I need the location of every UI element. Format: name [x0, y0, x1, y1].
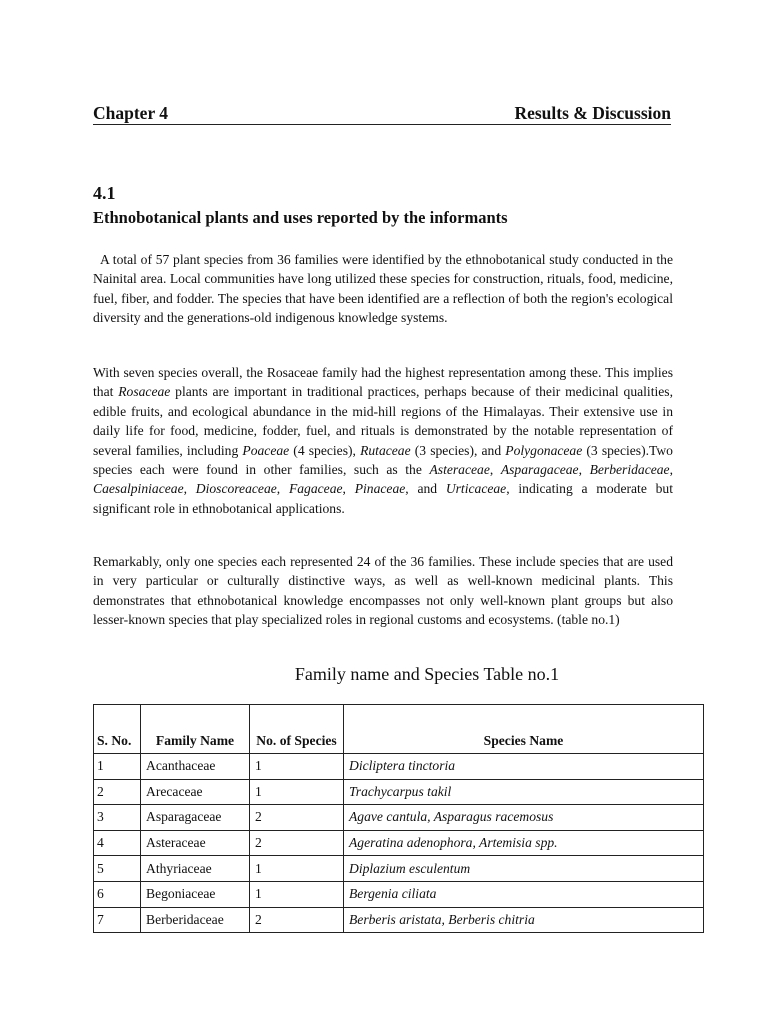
- cell-species: Dicliptera tinctoria: [344, 754, 704, 780]
- family-name: Polygonaceae: [505, 442, 583, 458]
- text-run: (3 species).Two species each were found in other families, such as the: [93, 442, 673, 478]
- family-name: Fagaceae: [288, 481, 343, 497]
- text-run: ,: [578, 462, 590, 478]
- paragraph-families: [93, 363, 673, 518]
- cell-family: Begoniaceae: [141, 881, 250, 907]
- text-run: With seven species overall, the Rosaceae family had the highest representation among these. This implies that: [93, 365, 673, 400]
- cell-count: 1: [250, 881, 344, 907]
- text-run: plants are important in traditional practices, perhaps because of their medicinal qualities, edible fruits, and ecological abundance in the mid-hill regions of the Himalayas. Their extensive use in daily life for food, medicine, fodder, fuel, and rituals is demonstrated by the notable representation of several families, including: [93, 384, 673, 458]
- table-row: [94, 830, 704, 856]
- text-run: ,: [183, 481, 196, 497]
- chapter-title: Results & Discussion: [514, 103, 671, 123]
- family-name: Caesalpiniaceae: [93, 481, 184, 497]
- cell-family: Athyriaceae: [141, 856, 250, 882]
- table-row: [94, 805, 704, 831]
- family-name: Poaceae: [242, 442, 290, 458]
- paragraph-intro: A total of 57 plant species from 36 families were identified by the ethnobotanical study conducted in the Nainital area. Local communities have long utilized these species for construction, rituals, food, medicine, fuel, fiber, and fodder. The species that have been identified are a reflection of both the region's ecological diversity and the generations-old indigenous knowledge systems.: [93, 252, 673, 326]
- header-count: No. of Species: [250, 705, 344, 754]
- cell-count: 1: [250, 779, 344, 805]
- table-caption: Family name and Species Table no.1: [294, 664, 560, 684]
- cell-sno: 3: [94, 805, 141, 831]
- text-run: (3 species), and: [410, 442, 506, 458]
- text-run: (4 species),: [289, 442, 361, 458]
- text-run: , and: [405, 481, 446, 497]
- cell-species: Agave cantula, Asparagus racemosus: [344, 805, 704, 831]
- cell-count: 1: [250, 856, 344, 882]
- family-name: Berberidaceae: [589, 462, 670, 478]
- section-title: Ethnobotanical plants and uses reported by the informants: [93, 208, 508, 227]
- cell-species: Ageratina adenophora, Artemisia spp.: [344, 830, 704, 856]
- chapter-label: Chapter 4: [93, 103, 169, 123]
- cell-species: Trachycarpus takil: [344, 779, 704, 805]
- cell-family: Berberidaceae: [141, 907, 250, 933]
- cell-sno: 6: [94, 881, 141, 907]
- cell-family: Asparagaceae: [141, 805, 250, 831]
- section-number: 4.1: [93, 183, 116, 203]
- cell-count: 2: [250, 805, 344, 831]
- text-run: ,: [669, 462, 674, 478]
- family-name: Pinaceae: [354, 481, 406, 497]
- family-name: Asteraceae: [429, 462, 490, 478]
- family-name: Urticaceae: [445, 481, 507, 497]
- table-row: [94, 856, 704, 882]
- table-header-row: [94, 705, 704, 754]
- cell-count: 2: [250, 830, 344, 856]
- header-family: Family Name: [141, 705, 250, 754]
- cell-species: Berberis aristata, Berberis chitria: [344, 907, 704, 933]
- cell-sno: 4: [94, 830, 141, 856]
- text-run: ,: [489, 462, 501, 478]
- cell-species: Diplazium esculentum: [344, 856, 704, 882]
- table-row: [94, 907, 704, 933]
- family-species-table: [93, 704, 704, 933]
- text-run: ,: [276, 481, 289, 497]
- cell-sno: 7: [94, 907, 141, 933]
- table-row: [94, 754, 704, 780]
- text-run: , indicating a moderate but significant role in ethnobotanical applications.: [93, 481, 673, 516]
- cell-family: Acanthaceae: [141, 754, 250, 780]
- table-row: [94, 881, 704, 907]
- chapter-header: [93, 102, 671, 125]
- cell-species: Bergenia ciliata: [344, 881, 704, 907]
- header-sno: S. No.: [94, 705, 141, 754]
- cell-count: 1: [250, 754, 344, 780]
- cell-family: Asteraceae: [141, 830, 250, 856]
- family-name: Dioscoreaceae: [195, 481, 277, 497]
- cell-sno: 5: [94, 856, 141, 882]
- header-species: Species Name: [344, 705, 704, 754]
- table-row: [94, 779, 704, 805]
- paragraph-single-species: Remarkably, only one species each represented 24 of the 36 families. These include species that are used in very particular or culturally distinctive ways, as well as well-known medicinal plants. This demonstrates that ethnobotanical knowledge encompasses not only well-known plant groups but also lesser-known species that play specialized roles in regional customs and ecosystems. (table no.1): [93, 554, 673, 628]
- cell-family: Arecaceae: [141, 779, 250, 805]
- cell-sno: 1: [94, 754, 141, 780]
- family-name: Asparagaceae: [500, 462, 579, 478]
- cell-sno: 2: [94, 779, 141, 805]
- family-name: Rutaceae: [360, 442, 411, 458]
- family-name: Rosaceae: [118, 384, 171, 400]
- cell-count: 2: [250, 907, 344, 933]
- text-run: ,: [342, 481, 355, 497]
